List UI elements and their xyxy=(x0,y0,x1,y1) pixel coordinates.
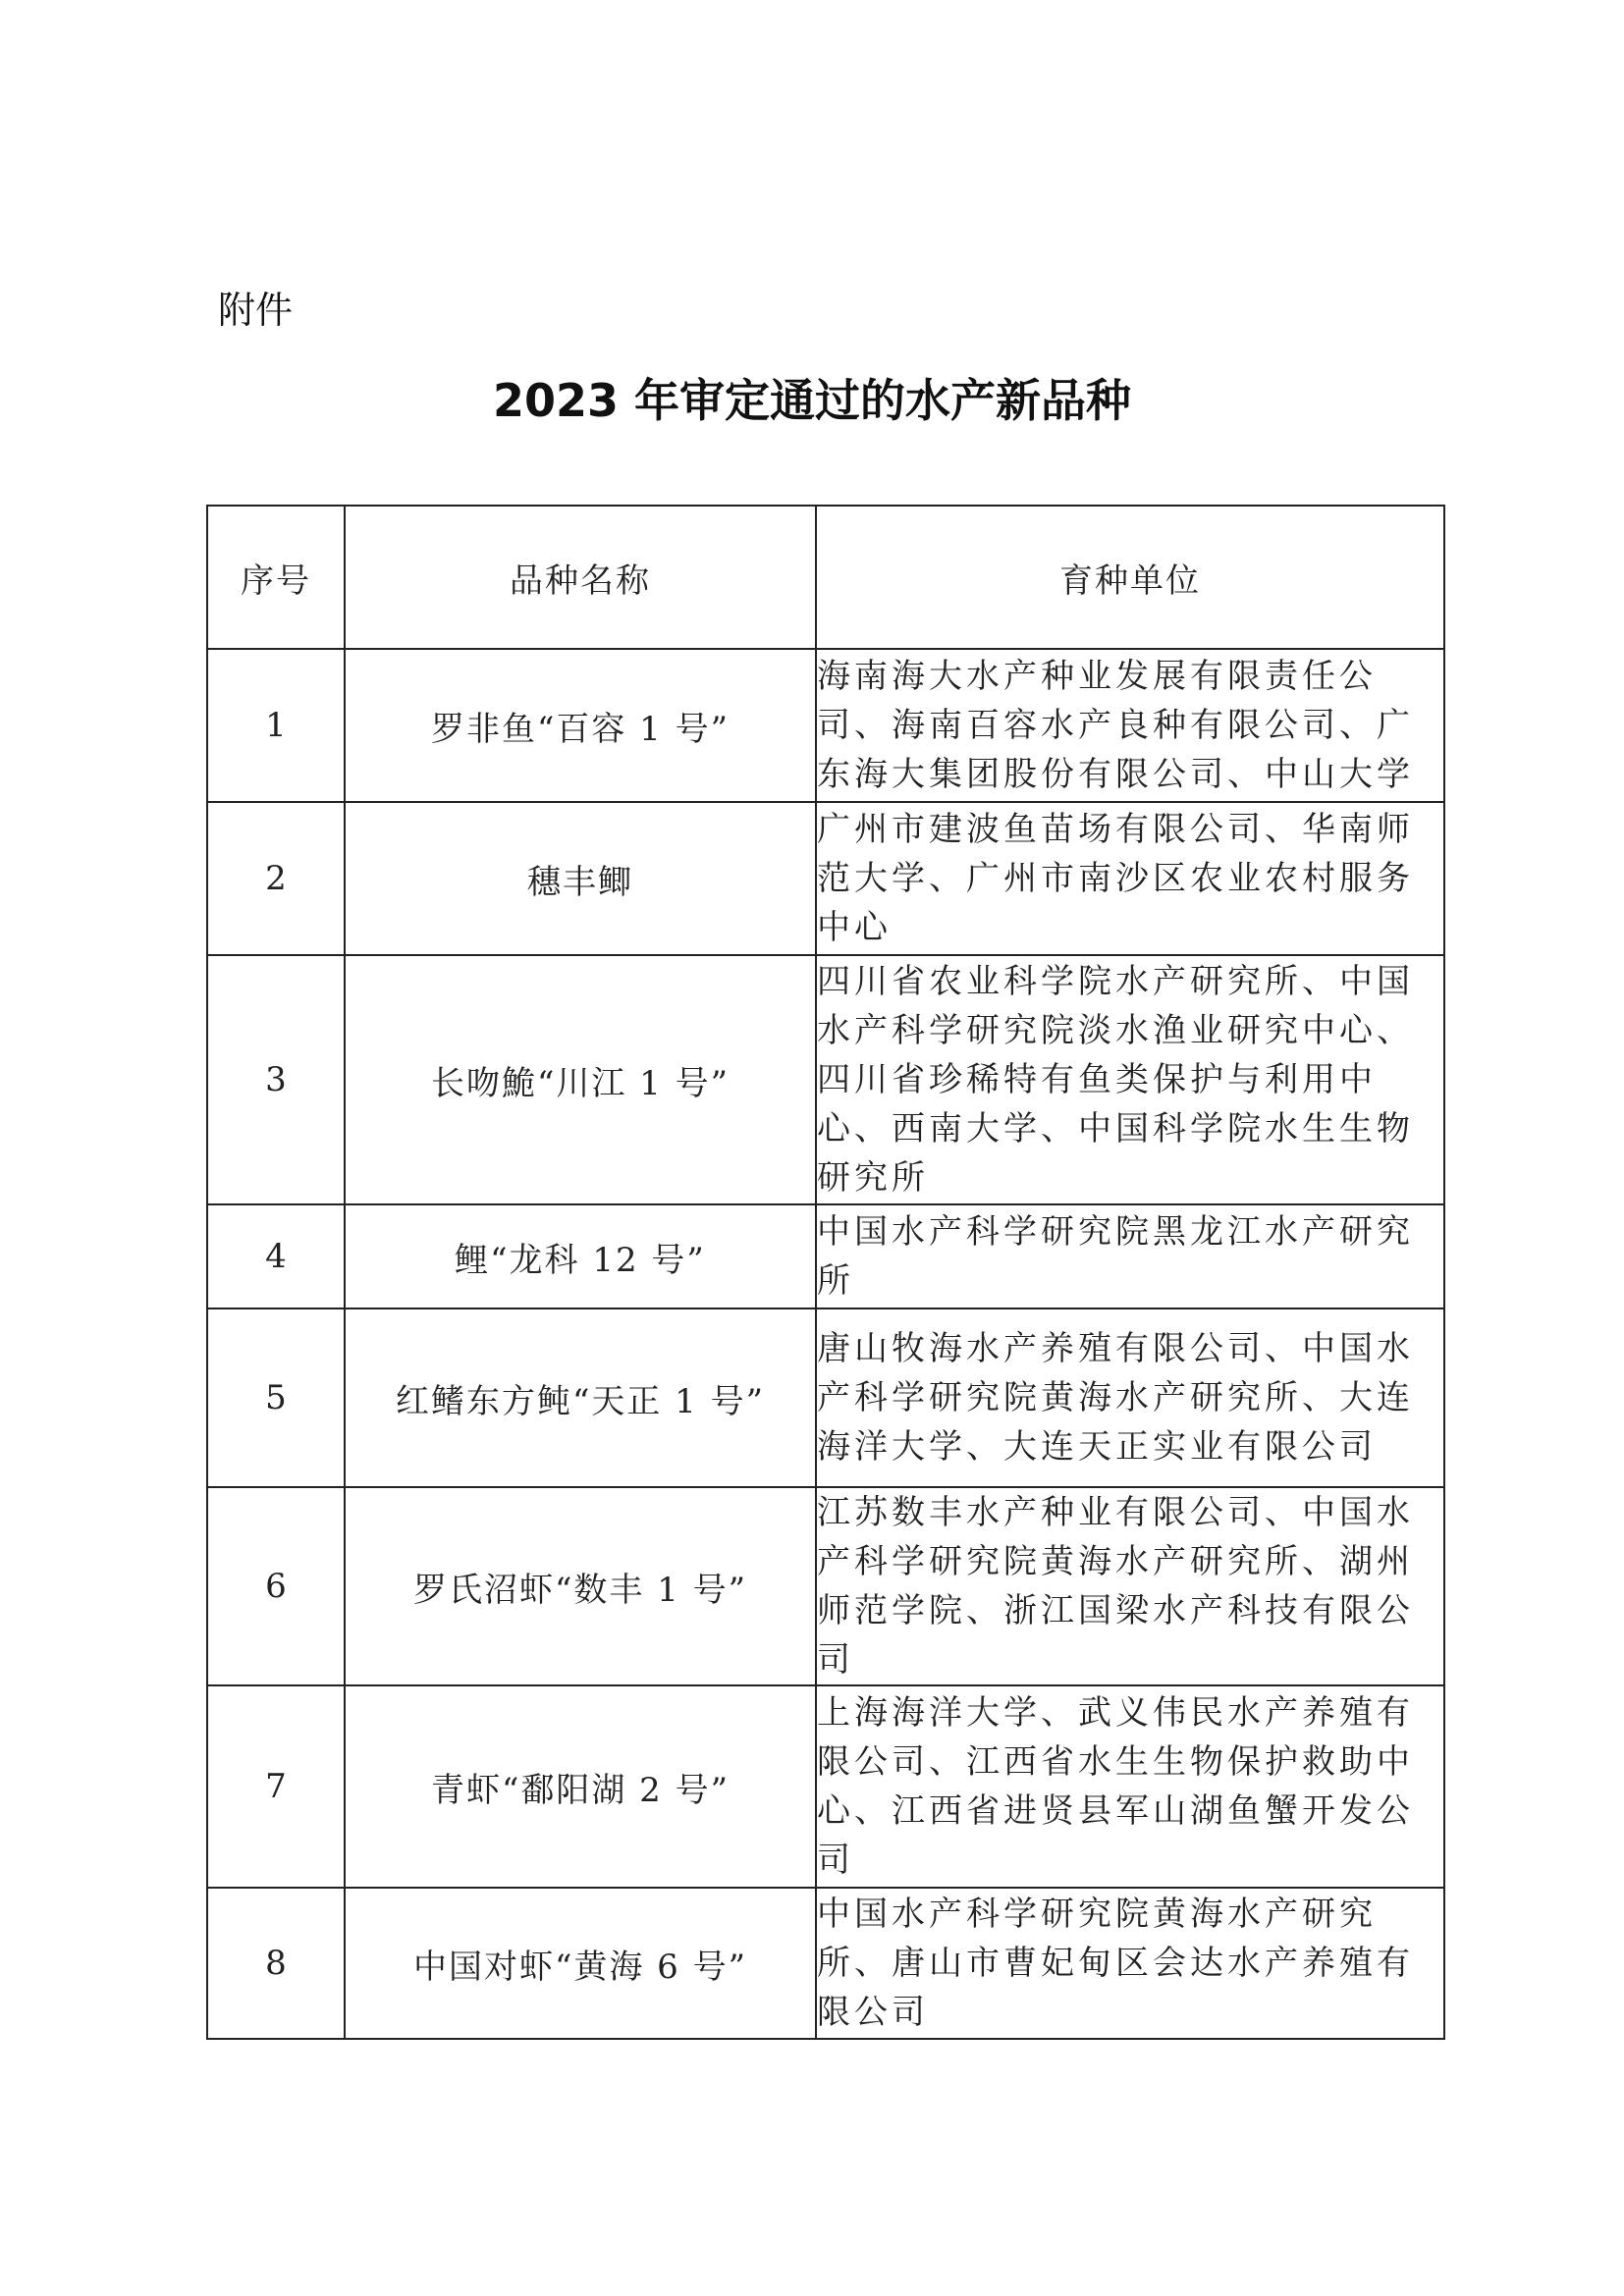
row-index: 2 xyxy=(207,802,345,955)
row-index: 6 xyxy=(207,1487,345,1685)
variety-name: 罗氏沼虾“数丰 1 号” xyxy=(345,1487,816,1685)
breeding-unit: 四川省农业科学院水产研究所、中国水产科学研究院淡水渔业研究中心、四川省珍稀特有鱼类保护与利用中心、西南大学、中国科学院水生生物研究所 xyxy=(816,955,1444,1204)
breeding-unit: 江苏数丰水产种业有限公司、中国水产科学研究院黄海水产研究所、湖州师范学院、浙江国梁水产科技有限公司 xyxy=(816,1487,1444,1685)
variety-name: 长吻鮠“川江 1 号” xyxy=(345,955,816,1204)
table-row xyxy=(207,649,1444,802)
table-row xyxy=(207,1204,1444,1308)
table-row xyxy=(207,1685,1444,1888)
breeding-unit: 唐山牧海水产养殖有限公司、中国水产科学研究院黄海水产研究所、大连海洋大学、大连天正实业有限公司 xyxy=(816,1308,1444,1487)
table-row xyxy=(207,1487,1444,1685)
variety-name: 鲤“龙科 12 号” xyxy=(345,1204,816,1308)
breeding-unit: 广州市建波鱼苗场有限公司、华南师范大学、广州市南沙区农业农村服务中心 xyxy=(816,802,1444,955)
variety-name: 罗非鱼“百容 1 号” xyxy=(345,649,816,802)
document-title: 2023 年审定通过的水产新品种 xyxy=(492,374,1132,427)
row-index: 1 xyxy=(207,649,345,802)
variety-name: 青虾“鄱阳湖 2 号” xyxy=(345,1685,816,1888)
breeding-unit: 中国水产科学研究院黄海水产研究所、唐山市曹妃甸区会达水产养殖有限公司 xyxy=(816,1888,1444,2039)
header-index: 序号 xyxy=(207,506,345,649)
table-header-row xyxy=(207,506,1444,649)
attachment-label: 附件 xyxy=(218,289,294,332)
breeding-unit: 上海海洋大学、武义伟民水产养殖有限公司、江西省水生生物保护救助中心、江西省进贤县军山湖鱼蟹开发公司 xyxy=(816,1685,1444,1888)
table-row xyxy=(207,802,1444,955)
table-row xyxy=(207,955,1444,1204)
row-index: 8 xyxy=(207,1888,345,2039)
table-row xyxy=(207,1308,1444,1487)
row-index: 3 xyxy=(207,955,345,1204)
breeding-unit: 中国水产科学研究院黑龙江水产研究所 xyxy=(816,1204,1444,1308)
breeding-unit: 海南海大水产种业发展有限责任公司、海南百容水产良种有限公司、广东海大集团股份有限公司、中山大学 xyxy=(816,649,1444,802)
row-index: 5 xyxy=(207,1308,345,1487)
row-index: 4 xyxy=(207,1204,345,1308)
row-index: 7 xyxy=(207,1685,345,1888)
variety-name: 红鳍东方鲀“天正 1 号” xyxy=(345,1308,816,1487)
varieties-table xyxy=(206,505,1445,2040)
variety-name: 中国对虾“黄海 6 号” xyxy=(345,1888,816,2039)
header-variety-name: 品种名称 xyxy=(345,506,816,649)
header-breeding-unit: 育种单位 xyxy=(816,506,1444,649)
variety-name: 穗丰鲫 xyxy=(345,802,816,955)
table-row xyxy=(207,1888,1444,2039)
